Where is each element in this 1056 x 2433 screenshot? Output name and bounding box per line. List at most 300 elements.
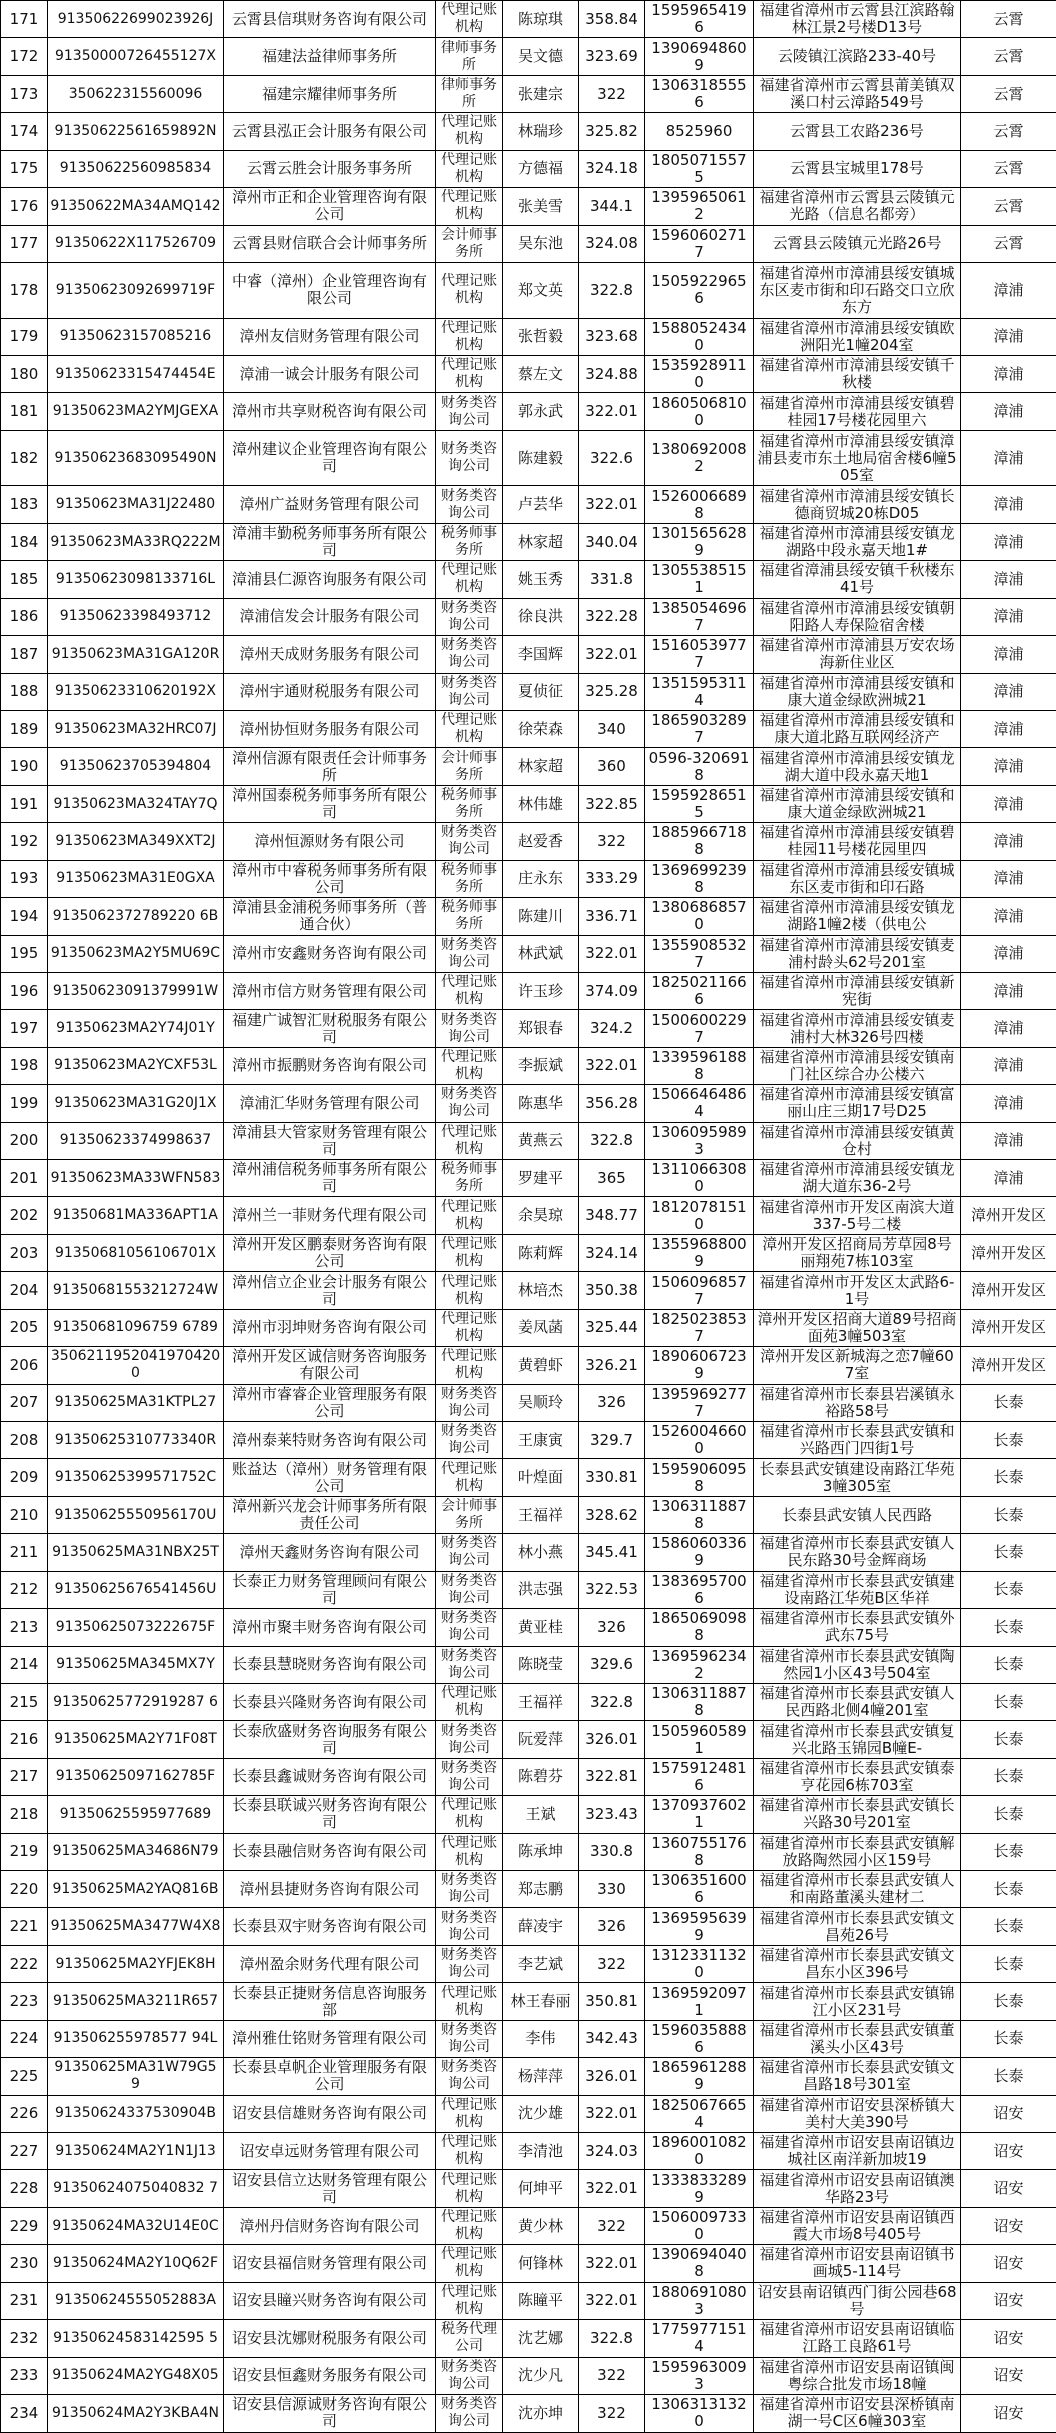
row-index: 202: [1, 1197, 48, 1234]
phone: 13806868570: [645, 898, 754, 935]
company-name: 漳州建议企业管理咨询有限公司: [224, 430, 436, 486]
org-type: 会计师事务所: [436, 225, 503, 262]
credit-code: 91350623MA2YMJGEXA: [48, 393, 224, 430]
contact-person: 张建宗: [503, 75, 579, 112]
address: 福建省漳州市开发区太武路6-1号: [754, 1272, 961, 1309]
company-name: 诏安卓远财务管理有限公司: [224, 2133, 436, 2170]
row-index: 189: [1, 710, 48, 747]
region: 诏安: [961, 2245, 1056, 2282]
table-row: [1, 1122, 1056, 1159]
table-row: [1, 1384, 1056, 1421]
address: 福建省漳浦县绥安镇千秋楼东41号: [754, 561, 961, 598]
credit-code: 91350000726455127X: [48, 38, 224, 75]
credit-code: 91350623MA31G20J1X: [48, 1085, 224, 1122]
phone: 15006002297: [645, 1010, 754, 1047]
row-index: 210: [1, 1496, 48, 1533]
company-name: 云霄县信琪财务咨询有限公司: [224, 1, 436, 38]
region: 长泰: [961, 1833, 1056, 1870]
region: 长泰: [961, 1646, 1056, 1683]
org-type: 代理记账机构: [436, 1234, 503, 1271]
address: 福建省漳州市漳浦县绥安镇和康大道北路互联网经济产: [754, 710, 961, 747]
company-name: 中睿（漳州）企业管理咨询有限公司: [224, 262, 436, 318]
company-name: 漳浦县金浦税务师事务所（普通合伙）: [224, 898, 436, 935]
score: 329.6: [579, 1646, 645, 1683]
company-name: 诏安县信立达财务管理有限公司: [224, 2170, 436, 2207]
score: 326: [579, 1609, 645, 1646]
table-row: [1, 785, 1056, 822]
table-row: [1, 1459, 1056, 1496]
row-index: 188: [1, 673, 48, 710]
contact-person: 林伟雄: [503, 785, 579, 822]
address: 福建省漳州市长泰县武安镇董溪头小区43号: [754, 2020, 961, 2057]
credit-code: 91350625MA31KTPL27: [48, 1384, 224, 1421]
contact-person: 沈艺娜: [503, 2320, 579, 2357]
address: 云霄县云陵镇元光路26号: [754, 225, 961, 262]
org-type: 代理记账机构: [436, 1309, 503, 1346]
phone: 13709376021: [645, 1796, 754, 1833]
company-name: 长泰县正捷财务信息咨询服务部: [224, 1983, 436, 2020]
contact-person: 张哲毅: [503, 318, 579, 355]
row-index: 211: [1, 1534, 48, 1571]
org-type: 财务类咨询公司: [436, 393, 503, 430]
phone: 18960010820: [645, 2133, 754, 2170]
region: 云霄: [961, 38, 1056, 75]
phone: 18659032897: [645, 710, 754, 747]
phone: 18806910803: [645, 2282, 754, 2319]
org-type: 代理记账机构: [436, 355, 503, 392]
score: 365: [579, 1160, 645, 1197]
row-index: 213: [1, 1609, 48, 1646]
company-name: 福建广诚智汇财税服务有限公司: [224, 1010, 436, 1047]
score: 322.01: [579, 636, 645, 673]
table-row: [1, 1721, 1056, 1758]
table-row: [1, 898, 1056, 935]
company-name: 福建宗耀律师事务所: [224, 75, 436, 112]
region: 漳浦: [961, 710, 1056, 747]
company-name: 漳州市聚丰财务咨询有限公司: [224, 1609, 436, 1646]
company-name: 漳州天鑫财务咨询有限公司: [224, 1534, 436, 1571]
region: 长泰: [961, 1609, 1056, 1646]
table-row: [1, 2095, 1056, 2132]
org-type: 代理记账机构: [436, 318, 503, 355]
org-type: 代理记账机构: [436, 2170, 503, 2207]
region: 长泰: [961, 1983, 1056, 2020]
org-type: 会计师事务所: [436, 1496, 503, 1533]
phone: 15959654196: [645, 1, 754, 38]
credit-code: 91350623683095490N: [48, 430, 224, 486]
row-index: 222: [1, 1945, 48, 1982]
org-type: 代理记账机构: [436, 2133, 503, 2170]
region: 漳浦: [961, 972, 1056, 1009]
address: 福建省漳州市漳浦县绥安镇碧桂园17号楼花园里六: [754, 393, 961, 430]
org-type: 代理记账机构: [436, 1983, 503, 2020]
row-index: 174: [1, 113, 48, 150]
company-name: 漳浦县大管家财务管理有限公司: [224, 1122, 436, 1159]
org-type: 律师事务所: [436, 38, 503, 75]
company-name: 漳州信源有限责任会计师事务所: [224, 748, 436, 785]
region: 云霄: [961, 113, 1056, 150]
row-index: 199: [1, 1085, 48, 1122]
credit-code: 91350681553212724W: [48, 1272, 224, 1309]
company-name: 漳州盈余财务代理有限公司: [224, 1945, 436, 1982]
org-type: 代理记账机构: [436, 2095, 503, 2132]
phone: 13959692777: [645, 1384, 754, 1421]
row-index: 192: [1, 823, 48, 860]
table-row: [1, 1945, 1056, 1982]
org-type: 财务类咨询公司: [436, 673, 503, 710]
table-row: [1, 673, 1056, 710]
score: 340: [579, 710, 645, 747]
row-index: 214: [1, 1646, 48, 1683]
row-index: 215: [1, 1683, 48, 1720]
address: 福建省漳州市诏安县南诏镇澳华路23号: [754, 2170, 961, 2207]
company-name: 漳州丹信财务咨询有限公司: [224, 2207, 436, 2244]
org-type: 财务类咨询公司: [436, 1871, 503, 1908]
region: 漳浦: [961, 486, 1056, 523]
company-name: 云霄县泓正会计服务有限公司: [224, 113, 436, 150]
credit-code: 91350625772919287 6: [48, 1683, 224, 1720]
row-index: 232: [1, 2320, 48, 2357]
table-body: [1, 1, 1056, 2433]
table-row: [1, 113, 1056, 150]
score: 324.18: [579, 150, 645, 187]
org-type: 代理记账机构: [436, 150, 503, 187]
row-index: 186: [1, 598, 48, 635]
credit-code: 91350624555052883A: [48, 2282, 224, 2319]
phone: 15059605891: [645, 1721, 754, 1758]
credit-code: 91350681096759 6789: [48, 1309, 224, 1346]
table-row: [1, 355, 1056, 392]
company-name: 漳州县捷财务咨询有限公司: [224, 1871, 436, 1908]
credit-code: 91350623098133716L: [48, 561, 224, 598]
score: 322.01: [579, 2282, 645, 2319]
score: 350.38: [579, 1272, 645, 1309]
contact-person: 许玉珍: [503, 972, 579, 1009]
phone: 18250676654: [645, 2095, 754, 2132]
row-index: 209: [1, 1459, 48, 1496]
region: 漳浦: [961, 1122, 1056, 1159]
region: 诏安: [961, 2207, 1056, 2244]
credit-code: 91350625676541456U: [48, 1571, 224, 1608]
org-type: 财务类咨询公司: [436, 1085, 503, 1122]
org-type: 财务类咨询公司: [436, 430, 503, 486]
address: 福建省漳州市漳浦县绥安镇龙湖路中段永嘉天地1#: [754, 523, 961, 560]
credit-code: 91350623MA324TAY7Q: [48, 785, 224, 822]
org-type: 代理记账机构: [436, 561, 503, 598]
address: 福建省漳州市长泰县武安镇解放路陶然园小区159号: [754, 1833, 961, 1870]
phone: 15860603369: [645, 1534, 754, 1571]
row-index: 220: [1, 1871, 48, 1908]
region: 诏安: [961, 2095, 1056, 2132]
credit-code: 91350623MA2Y5MU69C: [48, 935, 224, 972]
row-index: 194: [1, 898, 48, 935]
row-index: 179: [1, 318, 48, 355]
score: 322.01: [579, 2095, 645, 2132]
org-type: 税务师事务所: [436, 785, 503, 822]
company-name: 漳浦丰勤税务师事务所有限公司: [224, 523, 436, 560]
score: 322.8: [579, 1683, 645, 1720]
table-row: [1, 430, 1056, 486]
score: 328.62: [579, 1496, 645, 1533]
address: 福建省漳州市漳浦县绥安镇龙湖路1幢2楼（供电公: [754, 898, 961, 935]
company-name: 漳州市信方财务管理有限公司: [224, 972, 436, 1009]
region: 漳浦: [961, 262, 1056, 318]
org-type: 财务类咨询公司: [436, 2394, 503, 2432]
address: 福建省漳州市漳浦县绥安镇漳浦县麦市东土地局宿舍楼6幢505室: [754, 430, 961, 486]
address: 福建省漳州市漳浦县绥安镇和康大道金绿欧洲城21: [754, 785, 961, 822]
contact-person: 杨萍萍: [503, 2058, 579, 2095]
address: 福建省漳州市诏安县南诏镇书画城5-114号: [754, 2245, 961, 2282]
region: 诏安: [961, 2357, 1056, 2394]
region: 长泰: [961, 1945, 1056, 1982]
address: 福建省漳州市漳浦县万安农场海新住业区: [754, 636, 961, 673]
contact-person: 何锋林: [503, 2245, 579, 2282]
credit-code: 91350625073222675F: [48, 1609, 224, 1646]
region: 漳州开发区: [961, 1309, 1056, 1346]
phone: 13695956399: [645, 1908, 754, 1945]
company-name: 漳州市正和企业管理咨询有限公司: [224, 188, 436, 225]
phone: 15260046600: [645, 1421, 754, 1458]
row-index: 226: [1, 2095, 48, 2132]
table-row: [1, 523, 1056, 560]
row-index: 218: [1, 1796, 48, 1833]
contact-person: 李伟: [503, 2020, 579, 2057]
contact-person: 薛凌宇: [503, 1908, 579, 1945]
credit-code: 91350625MA2YFJEK8H: [48, 1945, 224, 1982]
score: 324.03: [579, 2133, 645, 2170]
row-index: 216: [1, 1721, 48, 1758]
credit-code: 9135062372789220 6B: [48, 898, 224, 935]
phone: 15960602717: [645, 225, 754, 262]
address: 福建省漳州市漳浦县绥安镇富丽山庄三期17号D25: [754, 1085, 961, 1122]
org-type: 代理记账机构: [436, 2282, 503, 2319]
credit-code: 91350623705394804: [48, 748, 224, 785]
score: 324.08: [579, 225, 645, 262]
org-type: 财务类咨询公司: [436, 1609, 503, 1646]
table-row: [1, 2282, 1056, 2319]
contact-person: 林家超: [503, 748, 579, 785]
table-row: [1, 1571, 1056, 1608]
score: 330: [579, 1871, 645, 1908]
region: 漳州开发区: [961, 1272, 1056, 1309]
address: 福建省漳州市诏安县南诏镇西霞大市场8号405号: [754, 2207, 961, 2244]
region: 漳浦: [961, 393, 1056, 430]
region: 诏安: [961, 2320, 1056, 2357]
row-index: 229: [1, 2207, 48, 2244]
phone: 18650690988: [645, 1609, 754, 1646]
address: 福建省漳州市漳浦县绥安镇城东区麦市街和印石路交口立欣东方: [754, 262, 961, 318]
row-index: 183: [1, 486, 48, 523]
score: 323.68: [579, 318, 645, 355]
credit-code: 91350625310773340R: [48, 1421, 224, 1458]
company-name: 漳浦县仁源咨询服务有限公司: [224, 561, 436, 598]
contact-person: 蔡左文: [503, 355, 579, 392]
company-name: 漳州雅仕铭财务管理有限公司: [224, 2020, 436, 2057]
table-row: [1, 225, 1056, 262]
row-index: 221: [1, 1908, 48, 1945]
row-index: 208: [1, 1421, 48, 1458]
table-row: [1, 1683, 1056, 1720]
credit-code: 91350625MA2Y71F08T: [48, 1721, 224, 1758]
row-index: 184: [1, 523, 48, 560]
row-index: 185: [1, 561, 48, 598]
phone: 18120781510: [645, 1197, 754, 1234]
phone: 13695920971: [645, 1983, 754, 2020]
address: 福建省漳州市漳浦县绥安镇龙湖大道中段永嘉天地1: [754, 748, 961, 785]
credit-code: 91350623315474454E: [48, 355, 224, 392]
score: 322.01: [579, 2170, 645, 2207]
contact-person: 沈少雄: [503, 2095, 579, 2132]
region: 漳州开发区: [961, 1197, 1056, 1234]
company-name: 长泰县鑫诚财务咨询有限公司: [224, 1758, 436, 1795]
score: 348.77: [579, 1197, 645, 1234]
company-name: 长泰县慧晓财务咨询有限公司: [224, 1646, 436, 1683]
table-row: [1, 2170, 1056, 2207]
address: 福建省漳州市长泰县武安镇文昌苑26号: [754, 1908, 961, 1945]
credit-code: 35062119520419704200: [48, 1347, 224, 1384]
org-type: 代理记账机构: [436, 262, 503, 318]
org-type: 财务类咨询公司: [436, 1010, 503, 1047]
phone: 15959060958: [645, 1459, 754, 1496]
phone: 13850546967: [645, 598, 754, 635]
credit-code: 91350625MA31NBX25T: [48, 1534, 224, 1571]
table-row: [1, 38, 1056, 75]
row-index: 234: [1, 2394, 48, 2432]
table-row: [1, 318, 1056, 355]
company-name: 漳州兰一菲财务代理有限公司: [224, 1197, 436, 1234]
table-row: [1, 2020, 1056, 2057]
contact-person: 吴文德: [503, 38, 579, 75]
credit-code: 91350625MA2YAQ816B: [48, 1871, 224, 1908]
org-type: 税务代理公司: [436, 2320, 503, 2357]
table-row: [1, 262, 1056, 318]
region: 漳州开发区: [961, 1234, 1056, 1271]
address: 福建省漳州市诏安县深桥镇大美村大美390号: [754, 2095, 961, 2132]
address: 漳州开发区招商大道89号招商面苑3幢503室: [754, 1309, 961, 1346]
score: 330.8: [579, 1833, 645, 1870]
credit-code: 91350622699023926J: [48, 1, 224, 38]
row-index: 175: [1, 150, 48, 187]
region: 长泰: [961, 1571, 1056, 1608]
address: 福建省漳州市长泰县武安镇文昌东小区396号: [754, 1945, 961, 1982]
address: 福建省漳州市长泰县武安镇人民东路30号金辉商场: [754, 1534, 961, 1571]
credit-code: 91350623MA33WFN583: [48, 1160, 224, 1197]
contact-person: 王福祥: [503, 1496, 579, 1533]
row-index: 196: [1, 972, 48, 1009]
table-row: [1, 748, 1056, 785]
score: 358.84: [579, 1, 645, 38]
phone: 15260066898: [645, 486, 754, 523]
address: 长泰县武安镇人民西路: [754, 1496, 961, 1533]
org-type: 代理记账机构: [436, 1197, 503, 1234]
table-row: [1, 598, 1056, 635]
table-row: [1, 1983, 1056, 2020]
phone: 13906948609: [645, 38, 754, 75]
company-name: 漳州泰莱特财务咨询有限公司: [224, 1421, 436, 1458]
score: 322.01: [579, 935, 645, 972]
region: 漳浦: [961, 355, 1056, 392]
contact-person: 李清池: [503, 2133, 579, 2170]
region: 云霄: [961, 1, 1056, 38]
contact-person: 黄碧虾: [503, 1347, 579, 1384]
org-type: 代理记账机构: [436, 1, 503, 38]
phone: 13063185556: [645, 75, 754, 112]
row-index: 200: [1, 1122, 48, 1159]
region: 云霄: [961, 188, 1056, 225]
phone: 13338332899: [645, 2170, 754, 2207]
credit-code: 91350622MA34AMQ142: [48, 188, 224, 225]
contact-person: 王斌: [503, 1796, 579, 1833]
credit-code: 91350623398493712: [48, 598, 224, 635]
region: 长泰: [961, 2058, 1056, 2095]
region: 长泰: [961, 1459, 1056, 1496]
company-name: 诏安县沈娜财税服务有限公司: [224, 2320, 436, 2357]
contact-person: 林家超: [503, 523, 579, 560]
row-index: 195: [1, 935, 48, 972]
credit-code: 91350625MA3211R657: [48, 1983, 224, 2020]
address: 漳州开发区新城海之恋7幢607室: [754, 1347, 961, 1384]
phone: 18050715575: [645, 150, 754, 187]
phone: 15959630093: [645, 2357, 754, 2394]
company-name: 漳州国泰税务师事务所有限公司: [224, 785, 436, 822]
contact-person: 余昊琼: [503, 1197, 579, 1234]
region: 长泰: [961, 1796, 1056, 1833]
table-row: [1, 2058, 1056, 2095]
region: 漳浦: [961, 561, 1056, 598]
phone: 13559688009: [645, 1234, 754, 1271]
company-name: 诏安县恒鑫财务服务有限公司: [224, 2357, 436, 2394]
credit-code: 91350623374998637: [48, 1122, 224, 1159]
score: 374.09: [579, 972, 645, 1009]
row-index: 206: [1, 1347, 48, 1384]
org-type: 财务类咨询公司: [436, 598, 503, 635]
table-row: [1, 823, 1056, 860]
contact-person: 郑银春: [503, 1010, 579, 1047]
table-row: [1, 1085, 1056, 1122]
table-row: [1, 860, 1056, 897]
score: 325.82: [579, 113, 645, 150]
score: 324.88: [579, 355, 645, 392]
company-name: 漳浦一诚会计服务有限公司: [224, 355, 436, 392]
org-type: 代理记账机构: [436, 710, 503, 747]
table-row: [1, 1908, 1056, 1945]
company-name: 长泰县卓帆企业管理服务有限公司: [224, 2058, 436, 2095]
org-type: 税务师事务所: [436, 1160, 503, 1197]
row-index: 227: [1, 2133, 48, 2170]
credit-code: 913506255978577 94L: [48, 2020, 224, 2057]
region: 漳浦: [961, 1010, 1056, 1047]
table-row: [1, 1047, 1056, 1084]
region: 漳浦: [961, 1160, 1056, 1197]
table-row: [1, 2207, 1056, 2244]
address: 福建省漳州市诏安县南诏镇闽粤综合批发市场18幢: [754, 2357, 961, 2394]
score: 324.2: [579, 1010, 645, 1047]
credit-code: 91350623091379991W: [48, 972, 224, 1009]
credit-code: 91350625MA31W79G59: [48, 2058, 224, 2095]
org-type: 财务类咨询公司: [436, 1758, 503, 1795]
table-row: [1, 188, 1056, 225]
phone: 15060968577: [645, 1272, 754, 1309]
org-type: 财务类咨询公司: [436, 1721, 503, 1758]
phone: 15060097330: [645, 2207, 754, 2244]
credit-code: 91350681MA336APT1A: [48, 1197, 224, 1234]
contact-person: 阮爱萍: [503, 1721, 579, 1758]
address: 福建省漳州市漳浦县绥安镇麦浦村大林326号四楼: [754, 1010, 961, 1047]
org-type: 财务类咨询公司: [436, 1534, 503, 1571]
contact-person: 沈亦坤: [503, 2394, 579, 2432]
company-name: 漳州天成财务服务有限公司: [224, 636, 436, 673]
company-name: 诏安县信源诚财务咨询有限公司: [224, 2394, 436, 2432]
